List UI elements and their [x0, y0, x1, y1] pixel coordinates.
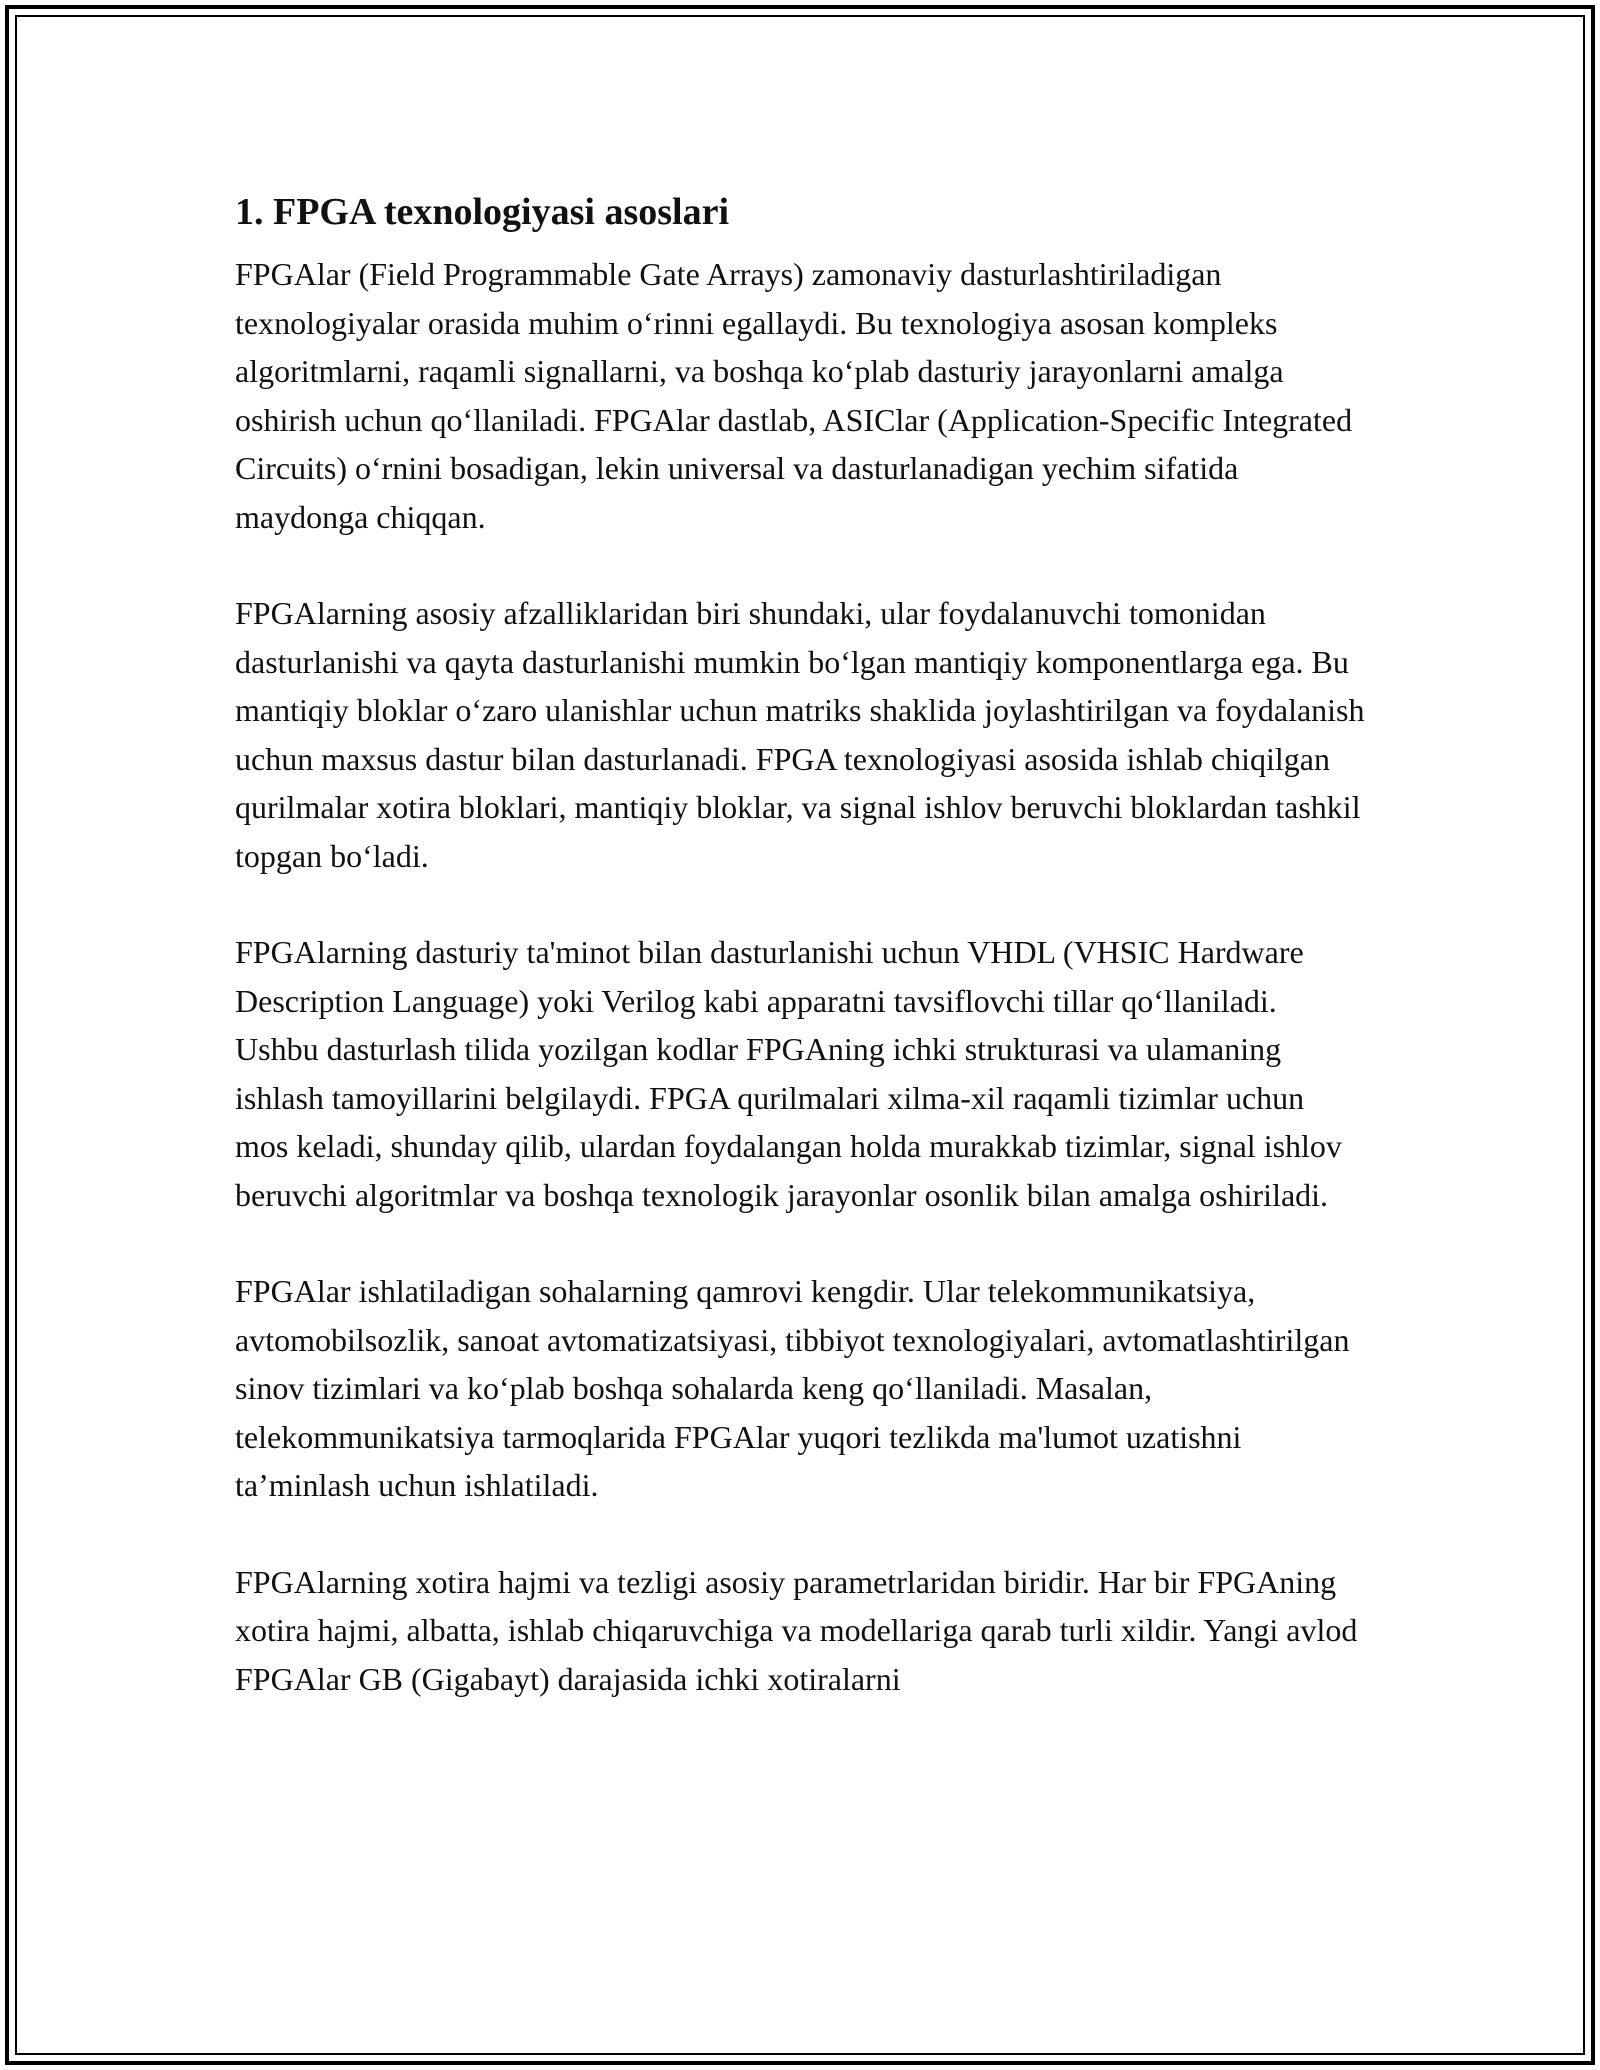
paragraph-2: FPGAlarning asosiy afzalliklaridan biri shundaki, ular foydalanuvchi tomonidan dasturlanishi va qayta dasturlanishi mumkin bo‘lgan mantiqiy komponentlarga ega. Bu mantiqiy bloklar o‘zaro ulanishlar uchun matriks shaklida joylashtirilgan va foydalanish uchun maxsus dastur bilan dasturlanadi. FPGA texnologiyasi asosida ishlab chiqilgan qurilmalar xotira bloklari, mantiqiy bloklar, va signal ishlov beruvchi bloklardan tashkil topgan bo‘ladi. [235, 595, 1365, 874]
section-heading: 1. FPGA texnologiyasi asoslari [235, 191, 729, 233]
document-body [235, 186, 1365, 1751]
paragraph-4: FPGAlar ishlatiladigan sohalarning qamrovi kengdir. Ular telekommunikatsiya, avtomobilsozlik, sanoat avtomatizatsiyasi, tibbiyot texnologiyalari, avtomatlashtirilgan sinov tizimlari va ko‘plab boshqa sohalarda keng qo‘llaniladi. Masalan, telekommunikatsiya tarmoqlarida FPGAlar yuqori tezlikda ma'lumot uzatishni ta’minlash uchun ishlatiladi. [235, 1273, 1350, 1503]
paragraph-1: FPGAlar (Field Programmable Gate Arrays) zamonaviy dasturlashtiriladigan texnologiyalar orasida muhim o‘rinni egallaydi. Bu texnologiya asosan kompleks algoritmlarni, raqamli signallarni, va boshqa ko‘plab dasturiy jarayonlarni amalga oshirish uchun qo‘llaniladi. FPGAlar dastlab, ASIClar (Application-Specific Integrated Circuits) o‘rnini bosadigan, lekin universal va dasturlanadigan yechim sifatida maydonga chiqqan. [235, 256, 1353, 535]
paragraph-3: FPGAlarning dasturiy ta'minot bilan dasturlanishi uchun VHDL (VHSIC Hardware Description Language) yoki Verilog kabi apparatni tavsiflovchi tillar qo‘llaniladi. Ushbu dasturlash tilida yozilgan kodlar FPGAning ichki strukturasi va ulamaning ishlash tamoyillarini belgilaydi. FPGA qurilmalari xilma-xil raqamli tizimlar uchun mos keladi, shunday qilib, ulardan foydalangan holda murakkab tizimlar, signal ishlov beruvchi algoritmlar va boshqa texnologik jarayonlar osonlik bilan amalga oshiriladi. [235, 934, 1342, 1213]
paragraph-5: FPGAlarning xotira hajmi va tezligi asosiy parametrlaridan biridir. Har bir FPGAning xotira hajmi, albatta, ishlab chiqaruvchiga va modellariga qarab turli xildir. Yangi avlod FPGAlar GB (Gigabayt) darajasida ichki xotiralarni [235, 1563, 1358, 1697]
